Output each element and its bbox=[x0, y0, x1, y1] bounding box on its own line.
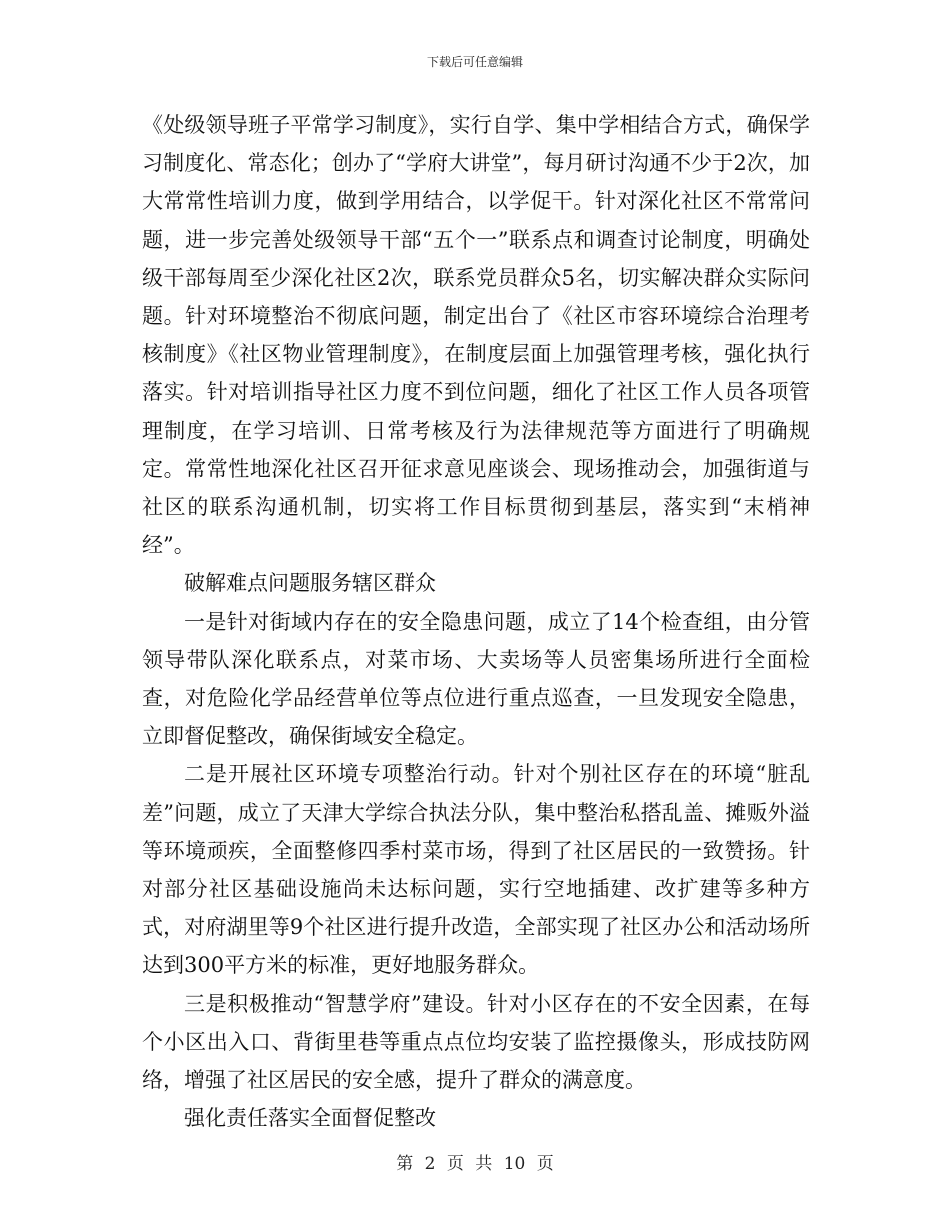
section-heading-responsibility: 强化责任落实全面督促整改 bbox=[184, 1106, 436, 1131]
page-number-footer: 第 2 页 共 10 页 bbox=[396, 1154, 554, 1174]
section-heading-difficult-issues: 破解难点问题服务辖区群众 bbox=[184, 571, 436, 596]
document-body bbox=[142, 106, 810, 1137]
paragraph-continued: 《处级领导班子平常学习制度》，实行自学、集中学相结合方式，确保学习制度化、常态化；创办了“学府大讲堂”，每月研讨沟通不少于2次，加大常常性培训力度，做到学用结合，以学促干。针对深化社区不常常问题，进一步完善处级领导干部“五个一”联系点和调查讨论制度，明确处级干部每周至少深化社区2次，联系党员群众5名，切实解决群众实际问题。针对环境整治不彻底问题，制定出台了《社区市容环境综合治理考核制度》《社区物业管理制度》，在制度层面上加强管理考核，强化执行落实。针对培训指导社区力度不到位问题，细化了社区工作人员各项管理制度，在学习培训、日常考核及行为法律规范等方面进行了明确规定。常常性地深化社区召开征求意见座谈会、现场推动会，加强街道与社区的联系沟通机制，切实将工作目标贯彻到基层，落实到“末梢神经”。 bbox=[142, 113, 810, 558]
paragraph-environment-rectification: 二是开展社区环境专项整治行动。针对个别社区存在的环境“脏乱差”问题，成立了天津大学综合执法分队，集中整治私搭乱盖、摊贩外溢等环境顽疾，全面整修四季村菜市场，得到了社区居民的一致赞扬。针对部分社区基础设施尚未达标问题，实行空地插建、改扩建等多种方式，对府湖里等9个社区进行提升改造，全部实现了社区办公和活动场所达到300平方米的标准，更好地服务群众。 bbox=[142, 762, 810, 978]
page-header: 下载后可任意编辑 bbox=[426, 55, 523, 69]
paragraph-safety-hazards: 一是针对街域内存在的安全隐患问题，成立了14个检查组，由分管领导带队深化联系点，对菜市场、大卖场等人员密集场所进行全面检查，对危险化学品经营单位等点位进行重点巡查，一旦发现安全隐患，立即督促整改，确保街域安全稳定。 bbox=[142, 609, 810, 749]
paragraph-smart-xuefu: 三是积极推动“智慧学府”建设。针对小区存在的不安全因素，在每个小区出入口、背街里巷等重点点位均安装了监控摄像头，形成技防网络，增强了社区居民的安全感，提升了群众的满意度。 bbox=[142, 991, 810, 1093]
